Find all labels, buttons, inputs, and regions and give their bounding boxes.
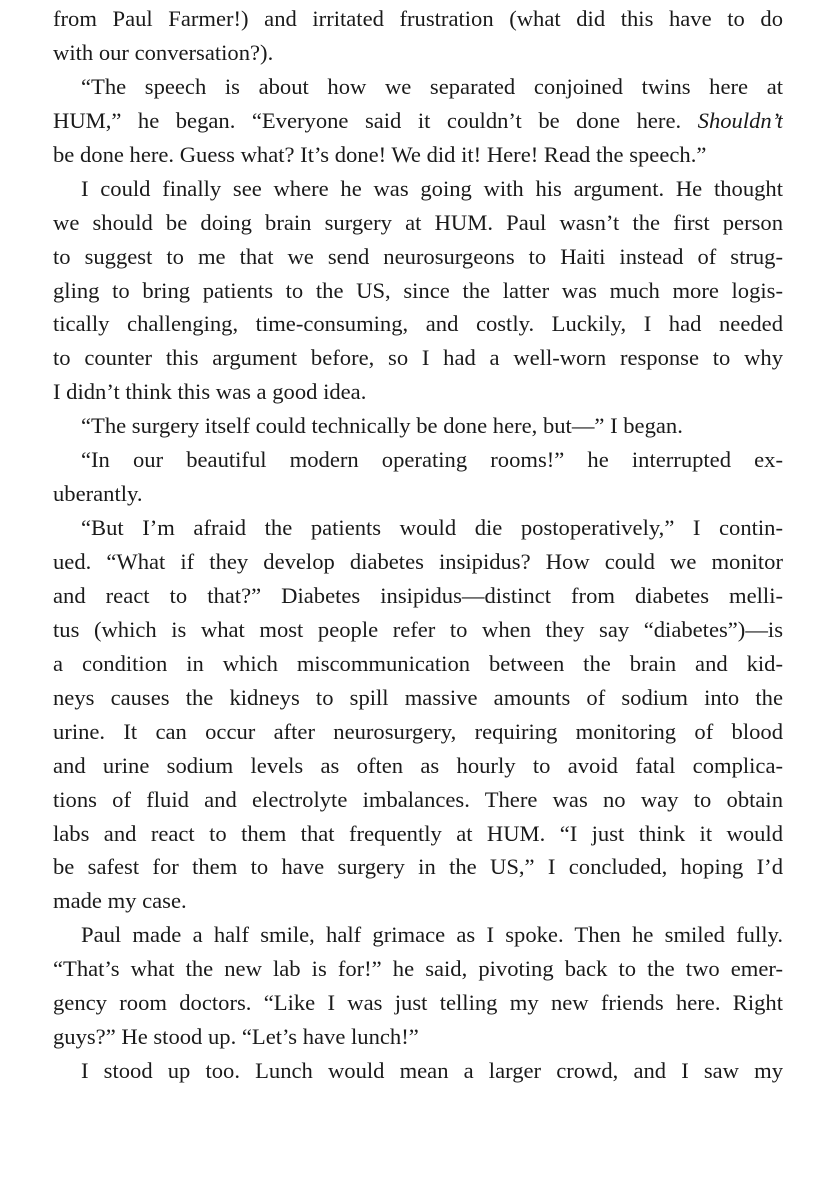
text-line: “But I’m afraid the patients would die postoperatively,” I contin- bbox=[81, 515, 783, 541]
text-line: we should be doing brain surgery at HUM. Paul wasn’t the first person bbox=[53, 209, 783, 235]
text-line: to suggest to me that we send neurosurgeons to Haiti instead of strug- bbox=[53, 243, 783, 269]
text-line: made my case. bbox=[53, 888, 187, 914]
text-line: tically challenging, time-consuming, and costly. Luckily, I had needed bbox=[53, 311, 783, 337]
text-line: tions of fluid and electrolyte imbalances. There was no way to obtain bbox=[53, 786, 783, 812]
text-line: I stood up too. Lunch would mean a larger crowd, and I saw my bbox=[81, 1058, 783, 1084]
text-line: “In our beautiful modern operating rooms!” he interrupted ex- bbox=[81, 447, 783, 473]
text-line: uberantly. bbox=[53, 481, 143, 507]
text-line: “That’s what the new lab is for!” he said, pivoting back to the two emer- bbox=[53, 956, 783, 982]
text-line: “The speech is about how we separated conjoined twins here at bbox=[81, 73, 783, 99]
text-line: urine. It can occur after neurosurgery, requiring monitoring of blood bbox=[53, 718, 783, 744]
text-line: a condition in which miscommunication between the brain and kid- bbox=[53, 650, 783, 676]
emphasis-text: Shouldn’t bbox=[697, 107, 783, 133]
text-line: with our conversation?). bbox=[53, 39, 274, 65]
text-line: tus (which is what most people refer to when they say “diabetes”)—is bbox=[53, 616, 783, 642]
text-line: gling to bring patients to the US, since the latter was much more logis- bbox=[53, 277, 783, 303]
text-line: gency room doctors. “Like I was just telling my new friends here. Right bbox=[53, 990, 783, 1016]
book-page bbox=[53, 2, 783, 1088]
text-line: “The surgery itself could technically be done here, but—” I began. bbox=[81, 413, 683, 439]
text-line: neys causes the kidneys to spill massive amounts of sodium into the bbox=[53, 684, 783, 710]
text-line: ued. “What if they develop diabetes insipidus? How could we monitor bbox=[53, 549, 783, 574]
text-line: to counter this argument before, so I had a well-worn response to why bbox=[53, 345, 783, 371]
text-line: I could finally see where he was going with his argument. He thought bbox=[81, 175, 783, 201]
text-line: and urine sodium levels as often as hourly to avoid fatal complica- bbox=[53, 752, 783, 778]
text-line: be done here. Guess what? It’s done! We did it! Here! Read the speech.” bbox=[53, 141, 707, 167]
text-line: and react to that?” Diabetes insipidus—distinct from diabetes melli- bbox=[53, 582, 783, 608]
text-line: Paul made a half smile, half grimace as I spoke. Then he smiled fully. bbox=[81, 922, 783, 948]
text-line: I didn’t think this was a good idea. bbox=[53, 379, 367, 405]
text-line: guys?” He stood up. “Let’s have lunch!” bbox=[53, 1024, 419, 1050]
text-line: labs and react to them that frequently at HUM. “I just think it would bbox=[53, 820, 783, 846]
text-line: from Paul Farmer!) and irritated frustration (what did this have to do bbox=[53, 6, 783, 31]
text-line: be safest for them to have surgery in the US,” I concluded, hoping I’d bbox=[53, 854, 783, 880]
text-line: HUM,” he began. “Everyone said it couldn’t be done here. Shouldn’t bbox=[53, 107, 783, 133]
